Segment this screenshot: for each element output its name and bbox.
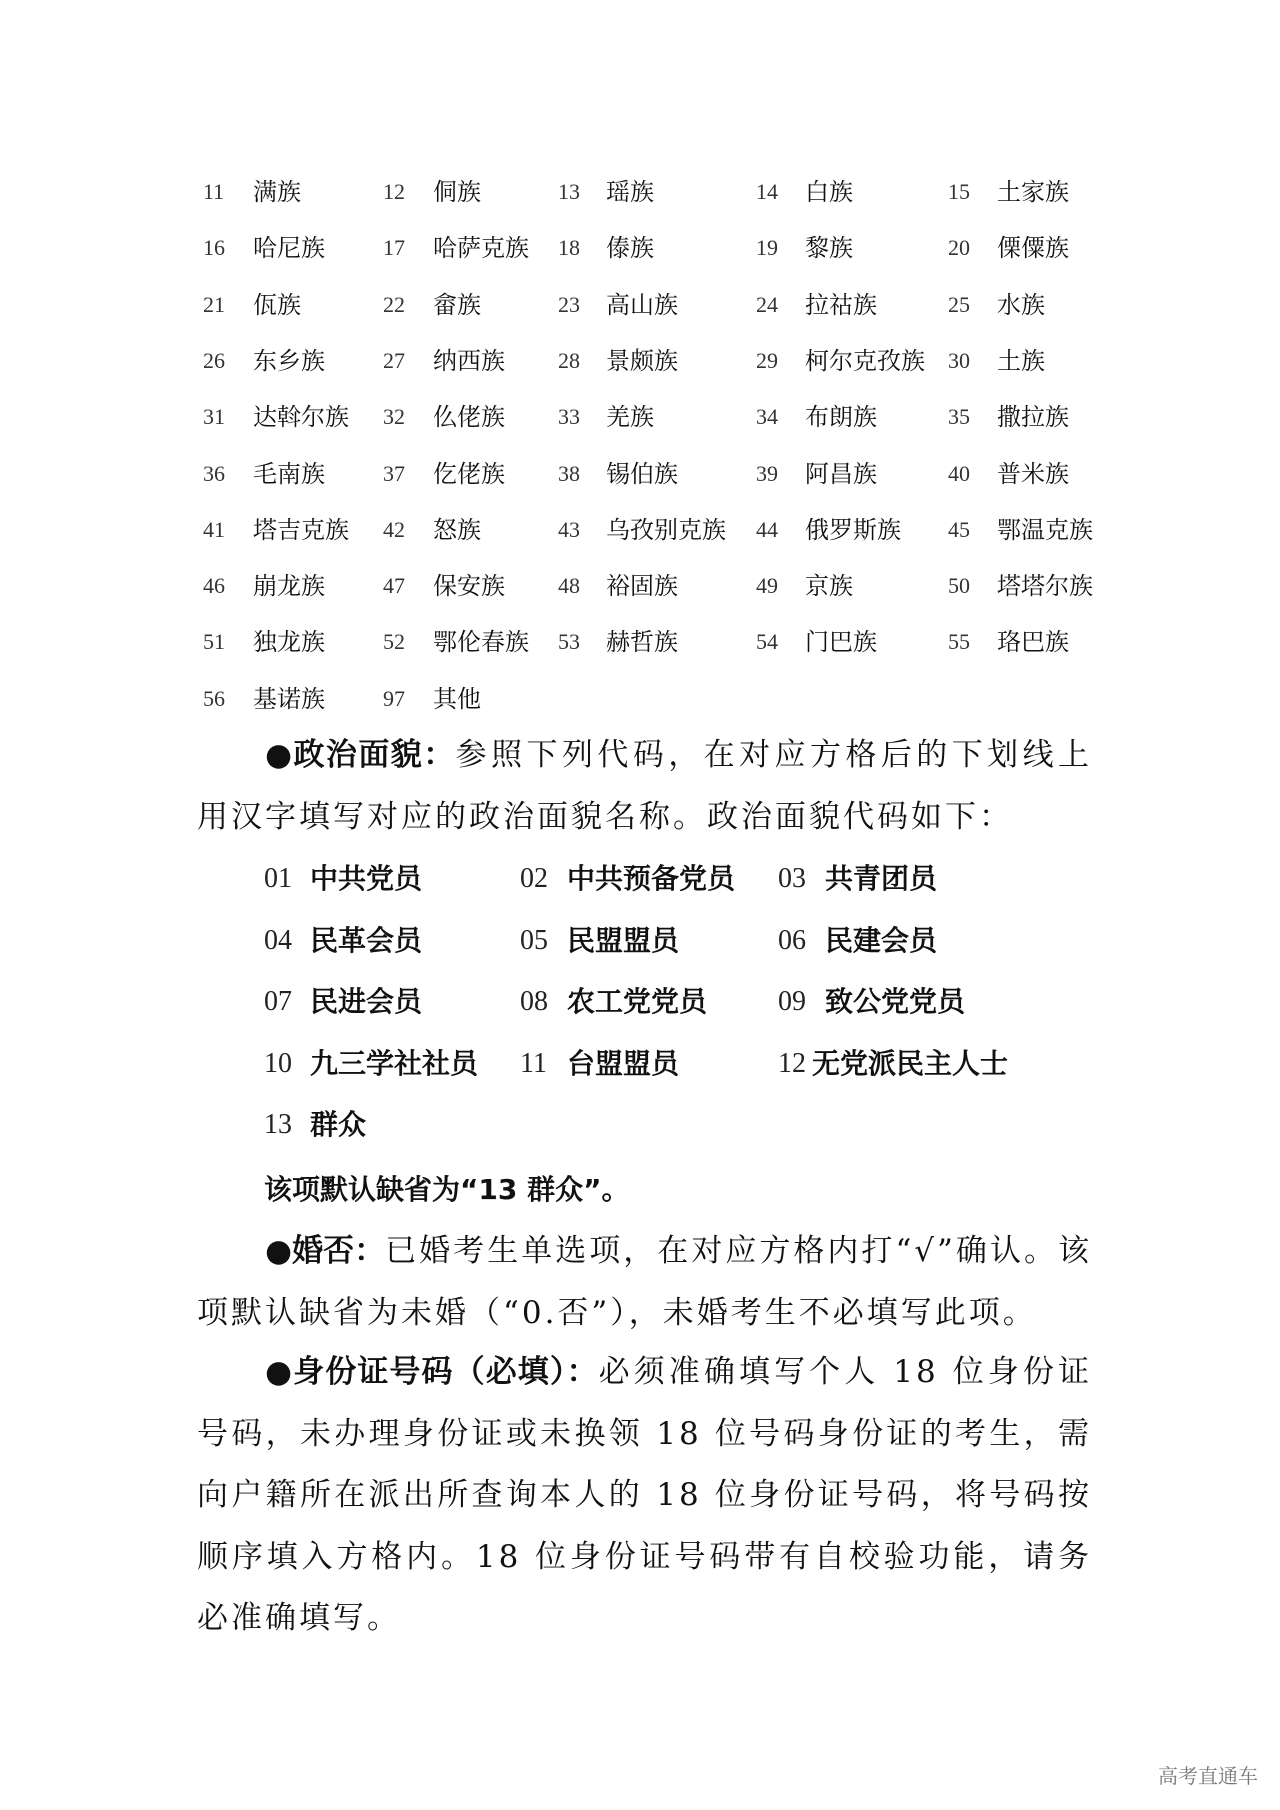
marital-label: ●婚否： [265, 1233, 386, 1269]
ethnic-name: 景颇族 [606, 346, 678, 375]
ethnic-name: 阿昌族 [805, 459, 877, 488]
ethnic-name: 锡伯族 [606, 459, 678, 488]
id-number-text: 必须准确填写个人 18 位身份证号码，未办理身份证或未换领 18 位号码身份证的考生，需向户籍所在派出所查询本人的 18 位身份证号码，将号码按顺序填入方格内。18 位身份证号码带有自校验功能，请务必准确填写。 [197, 1354, 1092, 1636]
ethnic-code: 44 [756, 516, 778, 542]
ethnic-name: 仫佬族 [433, 403, 505, 432]
ethnic-name: 崩龙族 [253, 572, 325, 601]
political-name: 无党派民主人士 [812, 1046, 1009, 1080]
ethnic-name: 京族 [805, 572, 853, 601]
political-code: 05 [520, 924, 548, 956]
ethnic-code: 12 [383, 179, 405, 204]
ethnic-code: 39 [756, 460, 778, 486]
political-code: 06 [778, 924, 806, 956]
ethnic-name: 侗族 [433, 178, 481, 206]
ethnic-name: 纳西族 [433, 346, 505, 375]
political-name: 民进会员 [310, 985, 423, 1018]
ethnic-name: 佤族 [253, 290, 301, 319]
ethnic-name: 普米族 [997, 459, 1069, 488]
ethnic-code: 55 [948, 629, 970, 655]
political-code: 13 [264, 1109, 292, 1140]
ethnic-name: 布朗族 [805, 403, 877, 432]
political-name: 共青团员 [825, 862, 938, 895]
ethnic-name: 水族 [997, 290, 1045, 319]
ethnic-code: 20 [948, 235, 970, 261]
ethnic-code: 15 [948, 179, 970, 204]
ethnic-code: 14 [756, 179, 778, 204]
ethnic-code: 30 [948, 347, 970, 373]
ethnic-code: 21 [203, 291, 225, 317]
ethnic-name: 土族 [997, 346, 1045, 375]
political-name: 九三学社社员 [310, 1046, 479, 1080]
ethnic-code: 54 [756, 629, 778, 655]
id-number-paragraph [197, 1342, 1092, 1650]
ethnic-code: 51 [203, 629, 225, 655]
political-status-paragraph [197, 725, 1092, 848]
ethnic-name: 土家族 [997, 178, 1069, 206]
ethnic-name: 怒族 [433, 515, 481, 544]
political-code: 03 [778, 863, 806, 894]
ethnic-name: 鄂温克族 [997, 515, 1093, 544]
political-name: 农工党党员 [567, 985, 708, 1018]
ethnic-name: 塔塔尔族 [997, 572, 1093, 601]
ethnic-code: 45 [948, 516, 970, 542]
ethnic-name: 黎族 [805, 234, 853, 263]
ethnic-code: 24 [756, 291, 778, 317]
ethnic-code: 27 [383, 347, 405, 373]
ethnic-name: 畲族 [433, 290, 481, 319]
political-status-label: ●政治面貌： [265, 737, 456, 773]
ethnic-name: 傣族 [606, 234, 654, 263]
ethnic-name: 乌孜别克族 [606, 515, 726, 544]
ethnic-code: 46 [203, 573, 225, 599]
political-code: 11 [520, 1047, 547, 1079]
ethnic-name: 鄂伦春族 [433, 628, 529, 657]
marital-text: 已婚考生单选项，在对应方格内打“√”确认。该项默认缺省为未婚（“0.否”），未婚考生不必填写此项。 [197, 1233, 1092, 1331]
ethnic-name: 撒拉族 [997, 403, 1069, 432]
political-code: 10 [264, 1047, 292, 1079]
political-code: 09 [778, 986, 806, 1017]
ethnic-name: 羌族 [606, 403, 654, 432]
ethnic-name: 白族 [805, 178, 853, 206]
political-code: 08 [520, 986, 548, 1017]
ethnic-code: 16 [203, 235, 225, 261]
ethnic-code: 25 [948, 291, 970, 317]
ethnic-name: 塔吉克族 [253, 515, 349, 544]
ethnic-code: 22 [383, 291, 405, 317]
political-code: 12 [778, 1047, 806, 1079]
political-name: 台盟盟员 [567, 1046, 680, 1080]
political-name: 民盟盟员 [567, 923, 680, 957]
political-name: 中共预备党员 [567, 862, 736, 895]
ethnic-name: 其他 [433, 684, 481, 713]
political-code: 04 [264, 924, 292, 956]
marital-paragraph [197, 1221, 1092, 1344]
ethnic-name: 高山族 [606, 290, 678, 319]
political-name: 致公党党员 [825, 985, 966, 1018]
ethnic-code: 50 [948, 573, 970, 599]
political-status-text: 参照下列代码，在对应方格后的下划线上用汉字填写对应的政治面貌名称。政治面貌代码如下： [197, 737, 1092, 835]
ethnic-name: 拉祜族 [805, 290, 877, 319]
ethnic-code: 31 [203, 404, 225, 430]
ethnic-code: 29 [756, 347, 778, 373]
political-name: 民建会员 [825, 923, 938, 957]
ethnic-name: 赫哲族 [606, 628, 678, 657]
ethnic-name: 毛南族 [253, 459, 325, 488]
ethnic-name: 东乡族 [253, 346, 325, 375]
id-number-label: ●身份证号码（必填）： [265, 1354, 599, 1390]
ethnic-name: 裕固族 [606, 572, 678, 601]
ethnic-name: 珞巴族 [997, 628, 1069, 657]
political-code: 01 [264, 863, 292, 894]
ethnic-code: 28 [558, 347, 580, 373]
ethnic-code: 48 [558, 573, 580, 599]
ethnic-name: 门巴族 [805, 628, 877, 657]
ethnic-code: 32 [383, 404, 405, 430]
ethnic-code: 26 [203, 347, 225, 373]
political-code: 07 [264, 986, 292, 1017]
ethnic-code: 18 [558, 235, 580, 261]
ethnic-code: 23 [558, 291, 580, 317]
ethnic-name: 仡佬族 [433, 459, 505, 488]
political-code: 02 [520, 863, 548, 894]
political-name: 群众 [310, 1108, 367, 1141]
ethnic-code: 53 [558, 629, 580, 655]
ethnic-code: 40 [948, 460, 970, 486]
political-default-note: 该项默认缺省为“13 群众”。 [264, 1173, 630, 1206]
ethnic-code: 43 [558, 516, 580, 542]
ethnic-code: 42 [383, 516, 405, 542]
ethnic-name: 柯尔克孜族 [805, 346, 925, 375]
ethnic-name: 满族 [253, 178, 301, 206]
ethnic-name: 达斡尔族 [253, 403, 349, 432]
ethnic-name: 傈僳族 [997, 234, 1069, 263]
ethnic-code: 56 [203, 685, 225, 711]
watermark: 高考直通车 [1158, 1764, 1258, 1788]
ethnic-code: 52 [383, 629, 405, 655]
ethnic-code: 41 [203, 516, 225, 542]
ethnic-name: 瑶族 [606, 178, 654, 206]
ethnic-name: 哈尼族 [253, 234, 325, 263]
ethnic-code: 34 [756, 404, 778, 430]
ethnic-name: 基诺族 [253, 684, 325, 713]
ethnic-name: 独龙族 [253, 628, 325, 657]
ethnic-code: 19 [756, 235, 778, 261]
ethnic-code: 47 [383, 573, 405, 599]
ethnic-code: 97 [383, 685, 405, 711]
political-name: 民革会员 [310, 923, 423, 957]
ethnic-code: 33 [558, 404, 580, 430]
ethnic-name: 俄罗斯族 [805, 515, 901, 544]
ethnic-code: 17 [383, 235, 405, 261]
ethnic-code: 49 [756, 573, 778, 599]
ethnic-code: 35 [948, 404, 970, 430]
ethnic-code: 38 [558, 460, 580, 486]
ethnic-code: 11 [203, 179, 225, 204]
ethnic-name: 保安族 [433, 572, 505, 601]
ethnic-code: 36 [203, 460, 225, 486]
ethnic-code: 13 [558, 179, 580, 204]
political-name: 中共党员 [310, 862, 423, 895]
ethnic-name: 哈萨克族 [433, 234, 529, 263]
ethnic-code: 37 [383, 460, 405, 486]
